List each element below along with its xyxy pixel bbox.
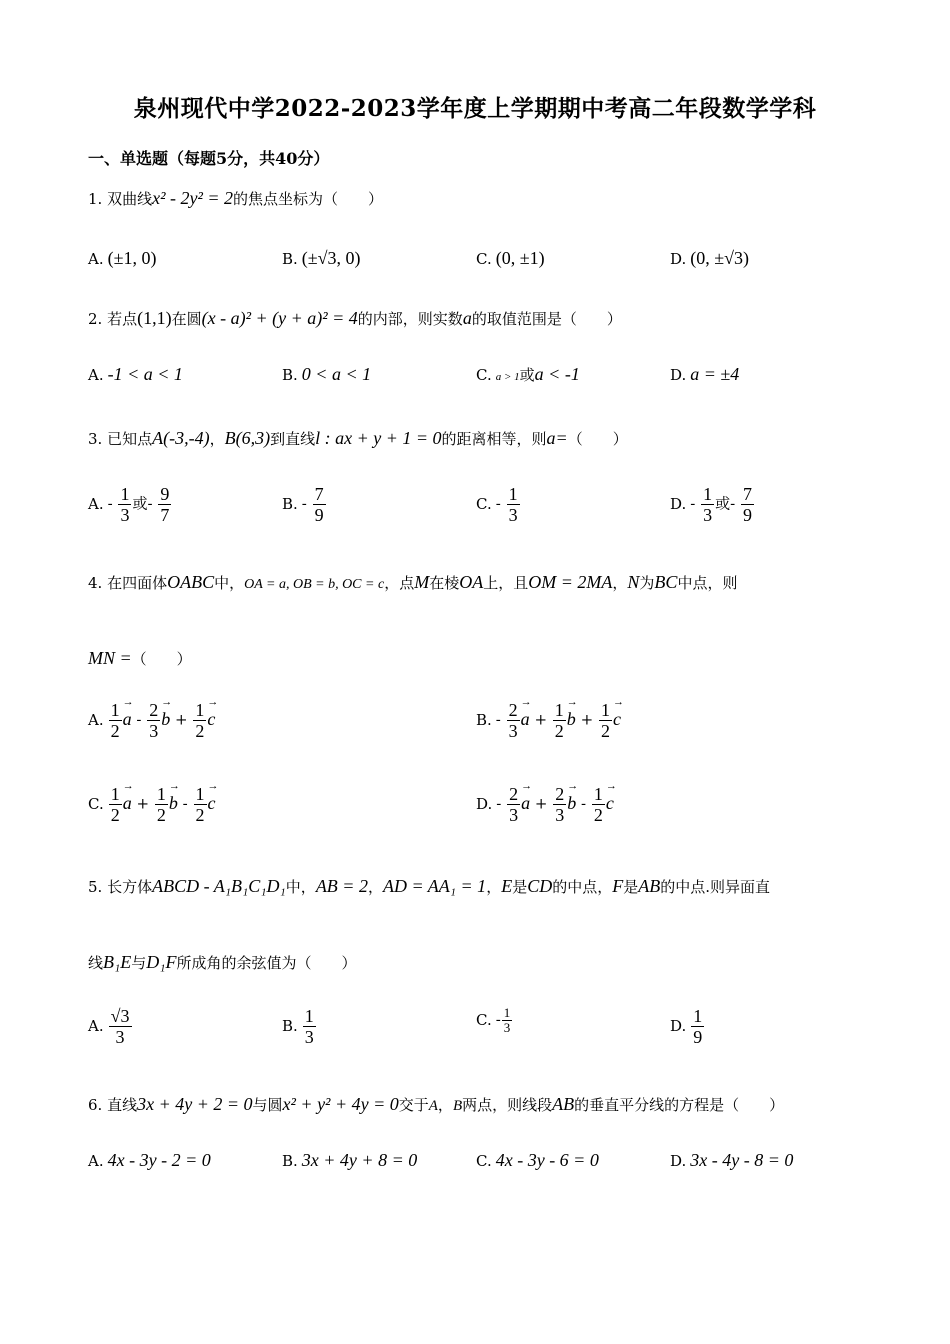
q5-option-a[interactable]: A. $\frac{√3}{3}$: [88, 1006, 130, 1047]
q4-option-a[interactable]: A. $\frac{1}{2}$ → a - $\frac{2}{3}$ → b + $\frac{1}{2}$ → c: [88, 700, 215, 741]
q1-option-a[interactable]: A. (±1, 0): [88, 248, 157, 268]
q5-option-c[interactable]: C. - $\frac{1}{3}$: [476, 1005, 511, 1035]
question-2: 2. 若点(1,1)在圆(x - a)² + (y + a)² = 4的内部，则实数a的取值范围是（ ）: [88, 308, 622, 328]
q3-option-a[interactable]: A. - $\frac{1}{3}$ 或- $\frac{9}{7}$: [88, 484, 170, 525]
question-6: 6. 直线3x + 4y + 2 = 0与圆x² + y² + 4y = 0交于A，B两点，则线段AB的垂直平分线的方程是（ ）: [88, 1094, 785, 1114]
q4-option-c[interactable]: C. $\frac{1}{2}$ → a + $\frac{1}{2}$ → b - $\frac{1}{2}$ → c: [88, 784, 216, 825]
q2-option-c[interactable]: C. a > 1或a < -1: [476, 364, 580, 384]
q1-tail: 的焦点坐标为（ ）: [233, 190, 384, 208]
q2-option-b[interactable]: B. 0 < a < 1: [282, 364, 372, 384]
question-4: 4. 在四面体OABC中，OA = a, OB = b, OC = c，点M在棱OA上，且OM = 2MA，N为BC中点，则: [88, 572, 738, 592]
q1-option-d[interactable]: D. (0, ±√3): [670, 248, 750, 268]
q4-option-d[interactable]: D. - $\frac{2}{3}$ → a + $\frac{2}{3}$ → b - $\frac{1}{2}$ → c: [476, 784, 614, 825]
q4-vectors: OA = a, OB = b, OC = c: [244, 577, 385, 592]
question-1: [88, 188, 383, 209]
question-4-cont: MN =（ ）: [88, 648, 192, 668]
q2-circle: (x - a)² + (y + a)² = 4: [201, 308, 358, 328]
q1-option-c[interactable]: C. (0, ±1): [476, 248, 545, 268]
q6-option-a[interactable]: A. 4x - 3y - 2 = 0: [88, 1150, 211, 1170]
q6-option-b[interactable]: B. 3x + 4y + 8 = 0: [282, 1150, 418, 1170]
q1-option-b[interactable]: B. (±√3, 0): [282, 248, 361, 268]
q4-option-b[interactable]: B. - $\frac{2}{3}$ → a + $\frac{1}{2}$ → b + $\frac{1}{2}$ → c: [476, 700, 621, 741]
section-heading: 一、单选题（每题5分，共40分）: [88, 149, 330, 168]
q3-option-d[interactable]: D. - $\frac{1}{3}$ 或- $\frac{7}{9}$: [670, 484, 752, 525]
q6-option-c[interactable]: C. 4x - 3y - 6 = 0: [476, 1150, 599, 1170]
q5-option-b[interactable]: B. $\frac{1}{3}$: [282, 1006, 314, 1047]
question-5-cont: 线B₁E与D₁F所成角的余弦值为（ ）: [88, 952, 357, 972]
q3-point-a: A(-3,-4): [152, 428, 210, 448]
q3-line: l : ax + y + 1 = 0: [315, 428, 442, 448]
q5-option-d[interactable]: D. $\frac{1}{9}$: [670, 1006, 703, 1047]
q3-point-b: B(6,3): [224, 428, 271, 448]
page-title: 泉州现代中学2022-2023学年度上学期期中考高二年段数学学科: [133, 95, 817, 122]
q2-option-d[interactable]: D. a = ±4: [670, 364, 740, 384]
q1-number: 1. 双曲线: [88, 190, 153, 208]
question-3: 3. 已知点A(-3,-4)，B(6,3)到直线l : ax + y + 1 = 0的距离相等，则a=（ ）: [88, 428, 628, 448]
q6-option-d[interactable]: D. 3x - 4y - 8 = 0: [670, 1150, 794, 1170]
q1-equation: x² - 2y² = 2: [152, 188, 234, 208]
q3-option-c[interactable]: C. - $\frac{1}{3}$: [476, 484, 518, 525]
q3-option-b[interactable]: B. - $\frac{7}{9}$: [282, 484, 324, 525]
q2-point: (1,1): [137, 308, 172, 328]
question-5: 5. 长方体ABCD - A₁B₁C₁D₁中，AB = 2，AD = AA₁ = 1，E是CD的中点，F是AB的中点.则异面直: [88, 876, 771, 896]
q2-option-a[interactable]: A. -1 < a < 1: [88, 364, 183, 384]
